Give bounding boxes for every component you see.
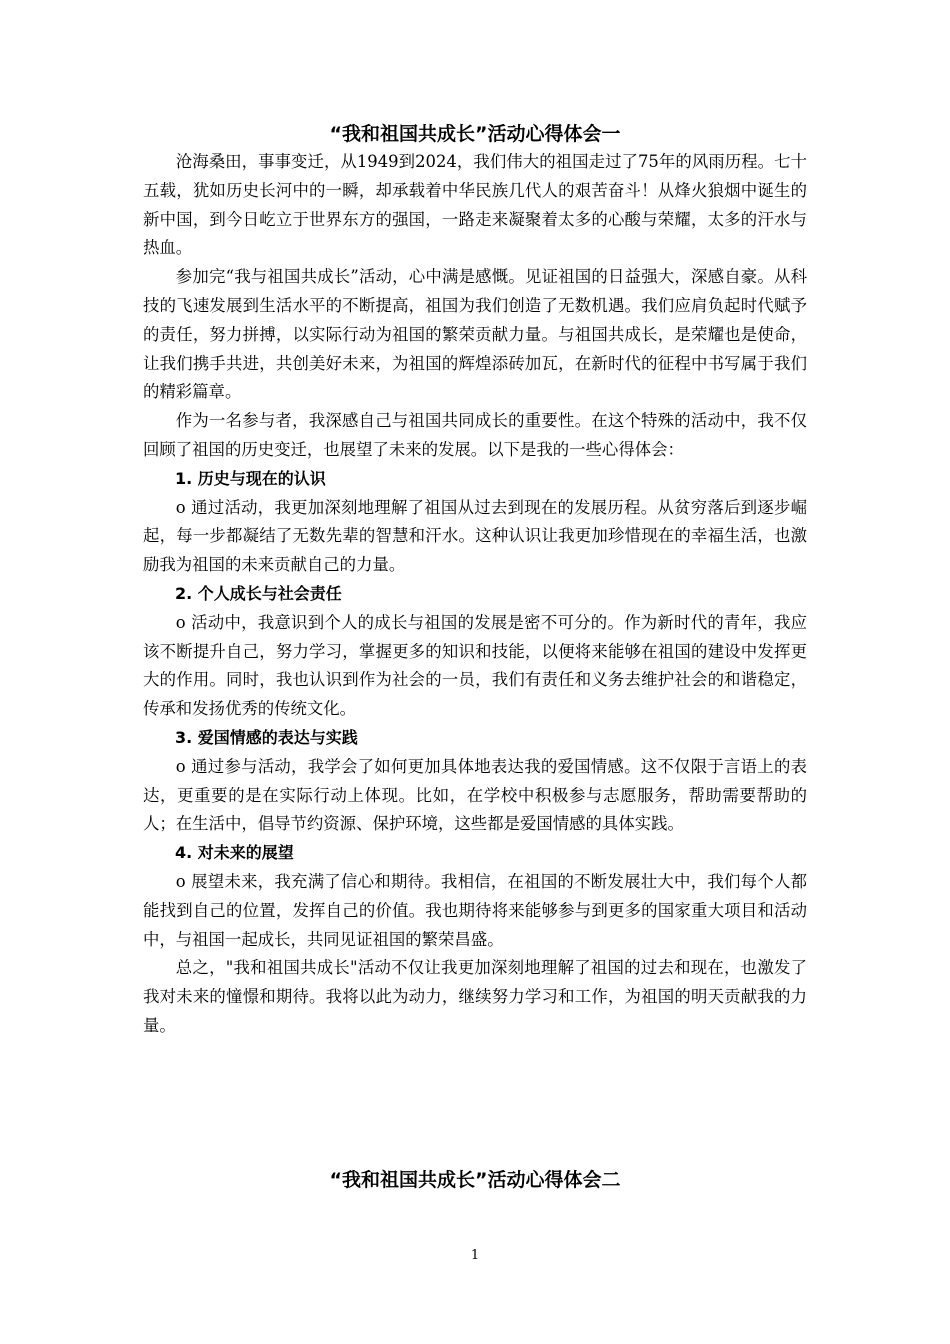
section-heading-2: 2. 个人成长与社会责任 <box>175 583 342 603</box>
intro-paragraph-1: 沧海桑田，事事变迁，从1949到2024，我们伟大的祖国走过了75年的风雨历程。七十五载，犹如历史长河中的一瞬，却承载着中华民族几代人的艰苦奋斗！从烽火狼烟中诞生的新中国，到今日屹立于世界东方的强国，一路走来凝聚着太多的心酸与荣耀，太多的汗水与热血。 <box>143 152 807 258</box>
document-title: “我和祖国共成长”活动心得体会一 <box>329 123 621 145</box>
section-text-2: o 活动中，我意识到个人的成长与祖国的发展是密不可分的。作为新时代的青年，我应该不断提升自己，努力学习，掌握更多的知识和技能，以便将来能够在祖国的建设中发挥更大的作用。同时，我也认识到作为社会的一员，我们有责任和义务去维护社会的和谐稳定，传承和发扬优秀的传统文化。 <box>143 612 807 719</box>
intro-paragraph-3: 作为一名参与者，我深感自己与祖国共同成长的重要性。在这个特殊的活动中，我不仅回顾了祖国的历史变迁，也展望了未来的发展。以下是我的一些心得体会： <box>143 411 807 459</box>
second-article-title: “我和祖国共成长”活动心得体会二 <box>329 1169 621 1191</box>
page-number: 1 <box>470 1248 480 1263</box>
section-text-1: o 通过活动，我更加深刻地理解了祖国从过去到现在的发展历程。从贫穷落后到逐步崛起，每一步都凝结了无数先辈的智慧和汗水。这种认识让我更加珍惜现在的幸福生活，也激励我为祖国的未来贡献自己的力量。 <box>143 497 807 575</box>
section-heading-4: 4. 对未来的展望 <box>175 843 294 863</box>
intro-paragraph-2: 参加完“我与祖国共成长”活动，心中满是感慨。见证祖国的日益强大，深感自豪。从科技的飞速发展到生活水平的不断提高，祖国为我们创造了无数机遇。我们应肩负起时代赋予的责任，努力拼搏，以实际行动为祖国的繁荣贡献力量。与祖国共成长，是荣耀也是使命，让我们携手共进，共创美好未来，为祖国的辉煌添砖加瓦，在新时代的征程中书写属于我们的精彩篇章。 <box>143 267 807 402</box>
section-heading-3: 3. 爱国情感的表达与实践 <box>175 727 358 747</box>
section-text-3: o 通过参与活动，我学会了如何更加具体地表达我的爱国情感。这不仅限于言语上的表达，更重要的是在实际行动上体现。比如，在学校中积极参与志愿服务，帮助需要帮助的人；在生活中，倡导节约资源、保护环境，这些都是爱国情感的具体实践。 <box>143 756 807 834</box>
conclusion-paragraph: 总之，"我和祖国共成长"活动不仅让我更加深刻地理解了祖国的过去和现在，也激发了我对未来的憧憬和期待。我将以此为动力，继续努力学习和工作，为祖国的明天贡献我的力量。 <box>143 958 807 1035</box>
section-heading-1: 1. 历史与现在的认识 <box>175 468 326 488</box>
document-body <box>143 120 807 1041</box>
section-text-4: o 展望未来，我充满了信心和期待。我相信，在祖国的不断发展壮大中，我们每个人都能找到自己的位置，发挥自己的价值。我也期待将来能够参与到更多的国家重大项目和活动中，与祖国一起成长，共同见证祖国的繁荣昌盛。 <box>143 871 807 949</box>
